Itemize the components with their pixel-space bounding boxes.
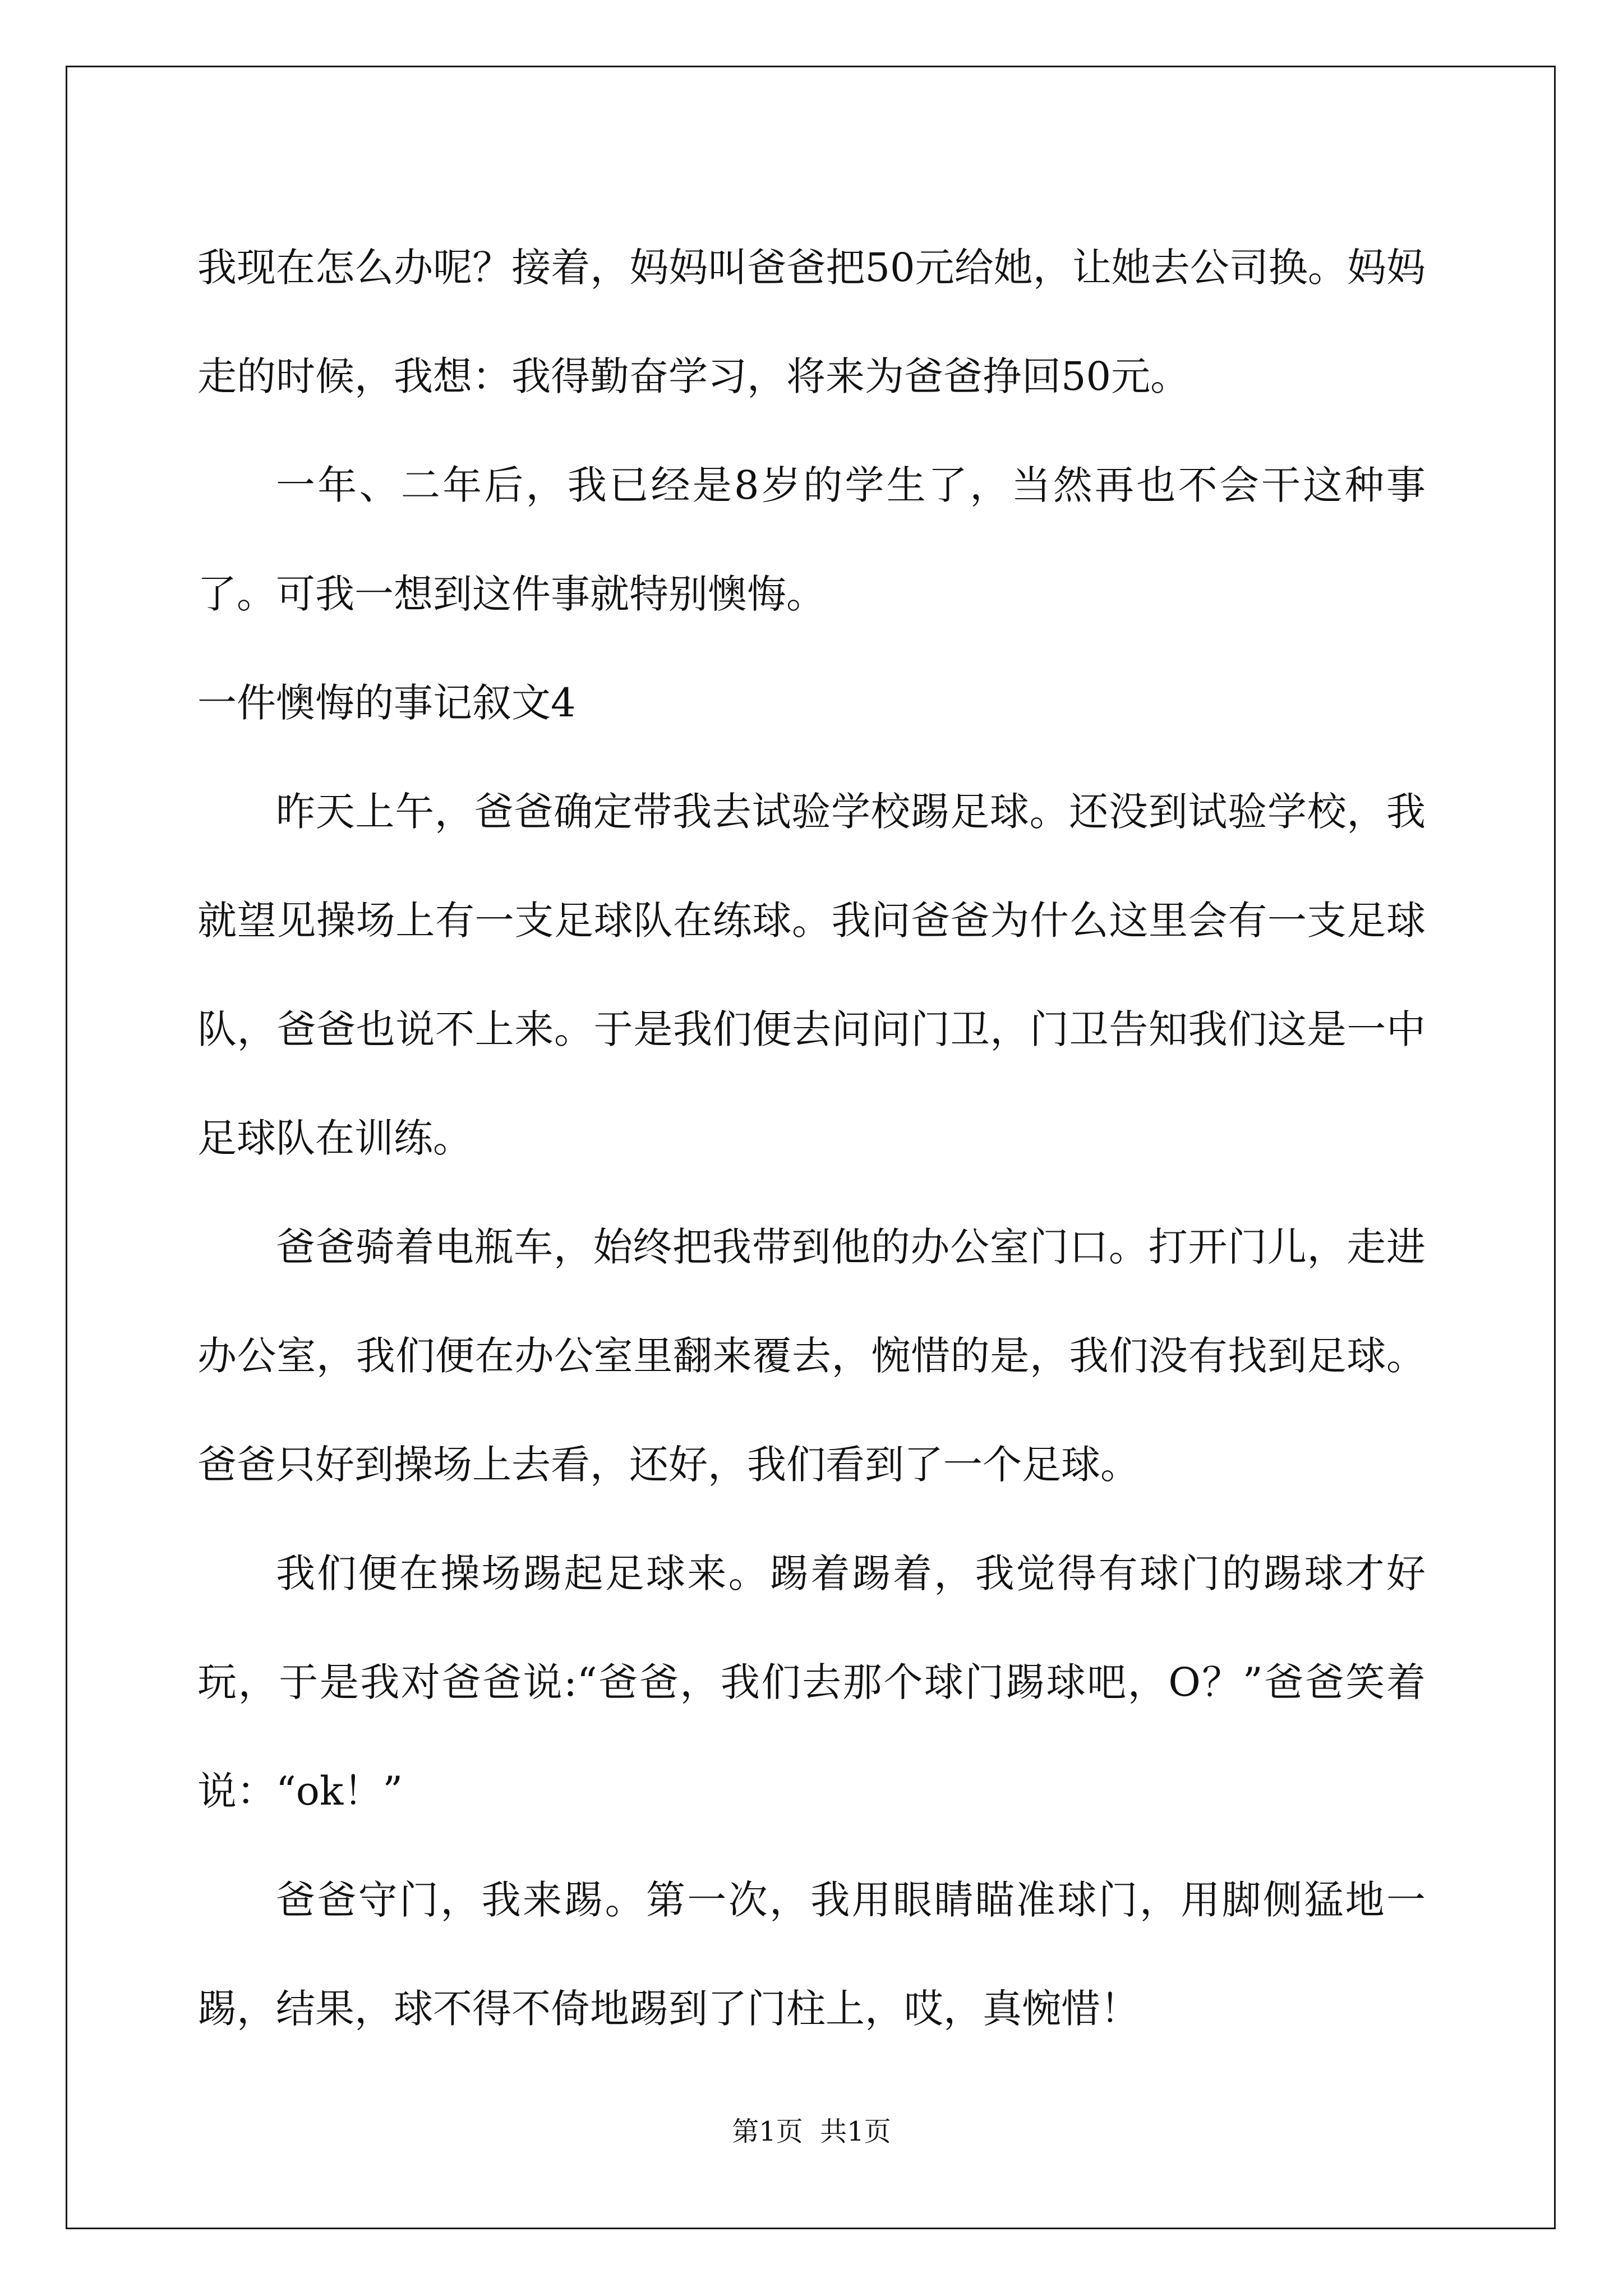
document-body <box>197 213 1426 2063</box>
section-heading: 一件懊悔的事记叙文4 <box>197 680 576 726</box>
paragraph-5: 我们便在操场踢起足球来。踢着踢着，我觉得有球门的踢球才好玩，于是我对爸爸说:“爸爸，我们去那个球门踢球吧，O？”爸爸笑着说：“ok！” <box>197 1550 1426 1814</box>
paragraph-6: 爸爸守门，我来踢。第一次，我用眼睛瞄准球门，用脚侧猛地一踢，结果，球不得不倚地踢到了门柱上，哎，真惋惜！ <box>197 1877 1426 2032</box>
paragraph-4: 爸爸骑着电瓶车，始终把我带到他的办公室门口。打开门儿，走进办公室，我们便在办公室里翻来覆去，惋惜的是，我们没有找到足球。爸爸只好到操场上去看，还好，我们看到了一个足球。 <box>197 1224 1426 1488</box>
paragraph-3: 昨天上午，爸爸确定带我去试验学校踢足球。还没到试验学校，我就望见操场上有一支足球队在练球。我问爸爸为什么这里会有一支足球队，爸爸也说不上来。于是我们便去问问门卫，门卫告知我们这是一中足球队在训练。 <box>197 789 1426 1161</box>
paragraph-2: 一年、二年后，我已经是8岁的学生了，当然再也不会干这种事了。可我一想到这件事就特别懊悔。 <box>197 462 1426 617</box>
paragraph-1: 我现在怎么办呢？接着，妈妈叫爸爸把50元给她，让她去公司换。妈妈走的时候，我想：我得勤奋学习，将来为爸爸挣回50元。 <box>197 245 1426 399</box>
page-number-footer: 第1页 共1页 <box>732 2116 891 2147</box>
